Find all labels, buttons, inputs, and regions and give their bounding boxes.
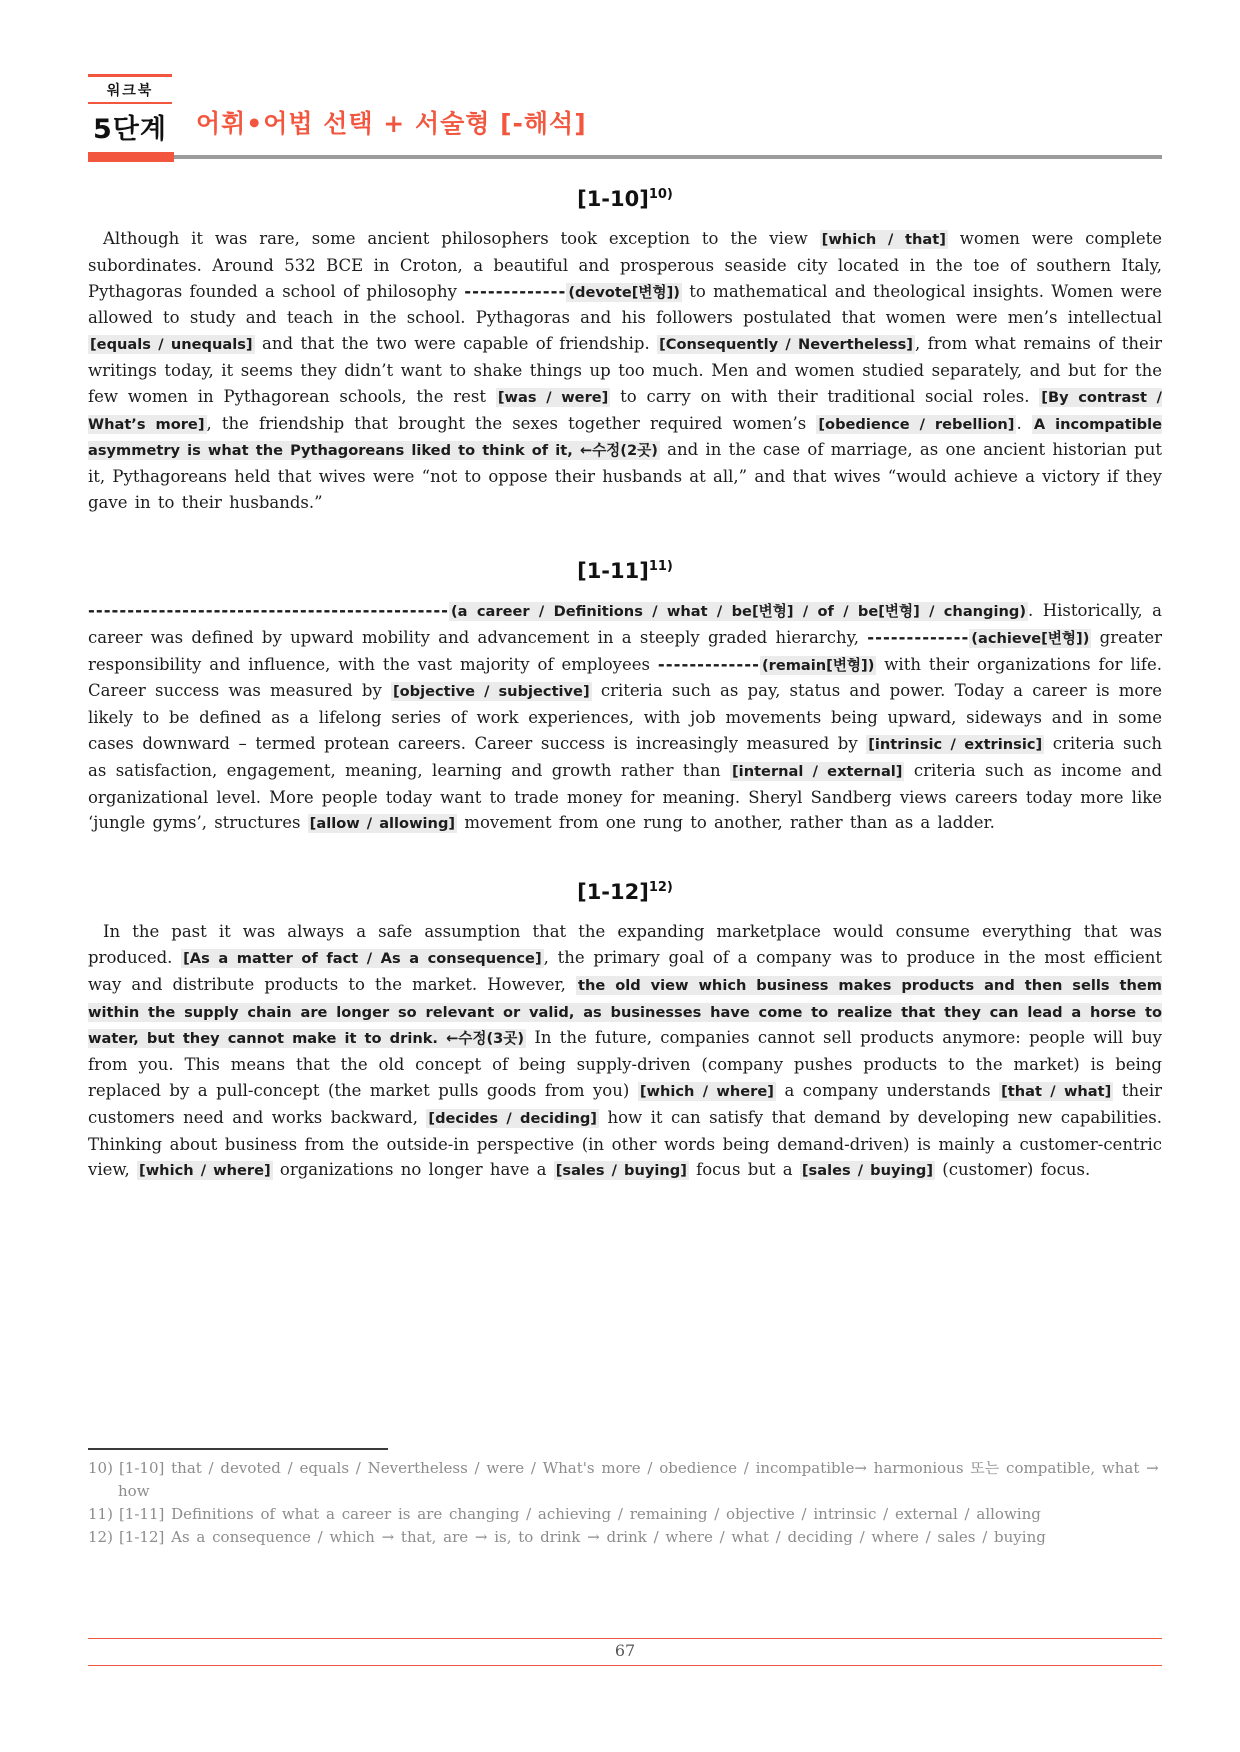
text-run: criteria such as satisfaction, engagement, meaning, learning and growth rather than	[88, 733, 1163, 780]
footnote-text: [1-11] Definitions of what a career is are changing / achieving / remaining / objective / intrinsic / external / allowing	[118, 1505, 1041, 1523]
footnote-number: 12)	[88, 1528, 113, 1546]
choice-highlight: (a career / Definitions / what / be[변형] / of / be[변형] / changing)	[451, 602, 1027, 620]
text-run: criteria such as pay, status and power. Today a career is more likely to be defined as a lifelong series of work experiences, with job movements being upward, sideways and in some cases downward – termed protean careers. Career success is increasingly measured by	[88, 681, 1163, 753]
footnotes	[88, 1448, 1162, 1549]
text-run: (customer) focus.	[935, 1160, 1091, 1180]
text-run: , the friendship that brought the sexes together required women’s	[206, 413, 817, 433]
choice-highlight: [which / that]	[821, 231, 946, 249]
choice-highlight: [internal / external]	[732, 762, 903, 780]
choice-highlight: [allow / allowing]	[309, 815, 456, 833]
choice-highlight: A incompatible asymmetry is what the Pythagoreans liked to think of it, ←수정(2곳)	[88, 415, 1162, 460]
text-run: .	[1016, 413, 1032, 433]
text-run: how it can satisfy that demand by developing new capabilities. Thinking about business from the outside-in perspective (in other words being demand-driven) is mainly a customer-centric view,	[88, 1107, 1162, 1180]
passage-section	[88, 188, 1162, 516]
choice-highlight: [objective / subjective]	[392, 683, 590, 701]
footnote-number: 10)	[88, 1459, 113, 1477]
choice-highlight: the old view which business makes products and then sells them within the supply chain are longer so relevant or valid, as businesses have come to realize that they can lead a horse to water, but they cannot make it to drink. ←수정(3곳)	[88, 976, 1162, 1048]
passage-text	[88, 598, 1162, 837]
text-run: their customers need and works backward,	[88, 1081, 1163, 1127]
answer-blank: -------------	[464, 281, 567, 301]
section-id: [1-11]	[577, 558, 649, 583]
footnote-text: [1-10] that / devoted / equals / Nevertheless / were / What's more / obedience / incompatible→ harmonious 또는 compatible, what → how	[118, 1459, 1159, 1500]
page-header	[88, 0, 1162, 162]
header-rule-gray-line	[174, 155, 1162, 159]
step-badge	[88, 74, 172, 148]
text-run: criteria such as income and organizational level. More people today want to trade money for meaning. Sheryl Sandberg views careers today more like ‘jungle gyms’, structures	[88, 760, 1163, 833]
answer-blank: ----------------------------------------------	[88, 600, 450, 620]
text-run: focus but a	[688, 1160, 800, 1180]
choice-highlight: [Consequently / Nevertheless]	[659, 336, 913, 354]
header-rule-accent-bar	[88, 152, 174, 162]
passage-text	[88, 226, 1162, 516]
text-run: In the past it was always a safe assumption that the expanding marketplace would consume everything that was produced.	[88, 922, 1162, 968]
passages	[88, 188, 1162, 1184]
answer-blank: -------------	[657, 654, 760, 674]
footnote-list	[88, 1457, 1162, 1549]
page-number: 67	[614, 1641, 636, 1660]
text-run: greater responsibility and influence, with the vast majority of employees	[88, 627, 1162, 674]
text-run: to carry on with their traditional social roles.	[610, 386, 1040, 406]
text-run: , from what remains of their writings today, it seems they didn’t want to shake things up too much. Men and women studied separately, and but for the few women in Pythagorean schools, the rest	[88, 334, 1162, 406]
section-footnote-ref: 12)	[648, 880, 673, 896]
choice-highlight: [that / what]	[1001, 1083, 1112, 1100]
choice-highlight: [was / were]	[497, 388, 609, 406]
text-run: Although it was rare, some ancient philosophers took exception to the view	[103, 229, 820, 249]
header-rule	[88, 152, 1162, 162]
choice-highlight: [which / where]	[639, 1083, 774, 1100]
passage-section	[88, 881, 1162, 1184]
step-label: 5단계	[93, 114, 167, 145]
footnote-text: [1-12] As a consequence / which → that, are → is, to drink → drink / where / what / deciding / where / sales / buying	[118, 1528, 1046, 1546]
text-run: with their organizations for life. Career success was measured by	[88, 654, 1162, 701]
section-id: [1-12]	[577, 880, 649, 905]
text-run: to mathematical and theological insights. Women were allowed to study and teach in the school. Pythagoras and his followers postulated that women were men’s intellectual	[88, 281, 1162, 328]
section-title	[88, 560, 1162, 583]
choice-highlight: [As a matter of fact / As a consequence]	[183, 950, 542, 968]
passage-text	[88, 919, 1162, 1184]
choice-highlight: [intrinsic / extrinsic]	[868, 735, 1043, 753]
text-run: and in the case of marriage, as one ancient historian put it, Pythagoreans held that wives were “not to oppose their husbands at all,” and that wives “would achieve a victory if they gave in to their husbands.”	[88, 440, 1162, 513]
choice-highlight: (achieve[변형])	[971, 629, 1090, 647]
choice-highlight: [obedience / rebellion]	[818, 415, 1015, 433]
footnote-item	[88, 1503, 1162, 1526]
page-footer	[88, 1638, 1162, 1666]
text-run: organizations no longer have a	[272, 1160, 554, 1180]
section-title	[88, 188, 1162, 211]
workbook-label: 워크북	[88, 77, 172, 104]
text-run: movement from one rung to another, rather than as a ladder.	[457, 813, 995, 833]
text-run: In the future, companies cannot sell products anymore: people will buy from you. This means that the old concept of being supply-driven (company pushes products to the market) is being replaced by a pull-concept (the market pulls goods from you)	[88, 1028, 1162, 1100]
footnote-item	[88, 1457, 1162, 1503]
text-run: women were complete subordinates. Around 532 BCE in Croton, a beautiful and prosperous seaside city located in the toe of southern Italy, Pythagoras founded a school of philosophy	[88, 229, 1162, 301]
section-footnote-ref: 10)	[648, 187, 673, 202]
text-run: . Historically, a career was defined by upward mobility and advancement in a steeply graded hierarchy,	[88, 600, 1162, 647]
choice-highlight: [sales / buying]	[555, 1162, 687, 1180]
text-run: , the primary goal of a company was to produce in the most efficient way and distribute products to the market. However,	[88, 948, 1162, 994]
section-id: [1-10]	[577, 187, 649, 211]
passage-section	[88, 560, 1162, 837]
footnote-separator	[88, 1448, 388, 1450]
footnote-item	[88, 1526, 1162, 1549]
page-title: 어휘•어법 선택 + 서술형 [-해석]	[196, 109, 587, 138]
text-run: a company understands	[775, 1081, 1000, 1100]
section-title	[88, 881, 1162, 904]
section-footnote-ref: 11)	[648, 558, 673, 574]
choice-highlight: (remain[변형])	[761, 656, 875, 674]
choice-highlight: [which / where]	[139, 1162, 271, 1180]
choice-highlight: [equals / unequals]	[90, 336, 253, 354]
choice-highlight: (devote[변형])	[568, 283, 680, 301]
text-run: and that the two were capable of friendship.	[254, 334, 658, 354]
footnote-number: 11)	[88, 1505, 113, 1523]
choice-highlight: [sales / buying]	[801, 1162, 934, 1180]
choice-highlight: [decides / deciding]	[428, 1109, 597, 1127]
answer-blank: -------------	[867, 627, 970, 647]
choice-highlight: [By contrast / What’s more]	[88, 388, 1162, 433]
